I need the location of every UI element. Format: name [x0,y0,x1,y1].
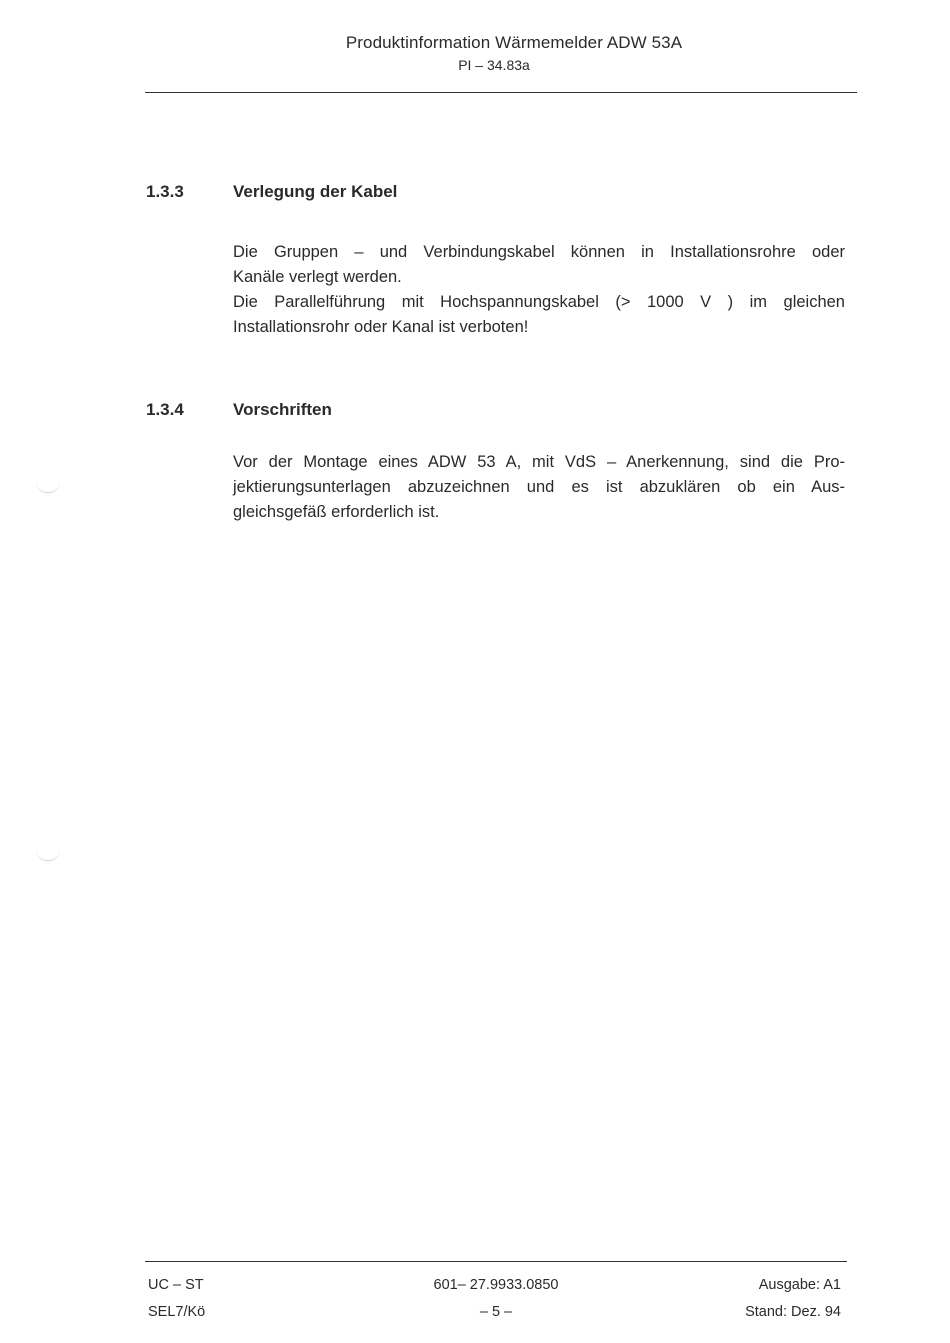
footer-divider [145,1261,847,1262]
paragraph-line: Die Parallelführung mit Hochspannungskabel (> 1000 V ) im gleichen [233,293,845,311]
paragraph-line: Kanäle verlegt werden. [233,268,402,286]
punch-hole-mark [36,482,60,493]
punch-hole-mark [36,850,60,861]
paragraph-line: jektierungsunterlagen abzuzeichnen und es ist abzuklären ob ein Aus- [233,478,845,496]
paragraph-line: Installationsrohr oder Kanal ist verboten! [233,318,529,336]
section-number: 1.3.3 [146,182,184,201]
footer-date: Stand: Dez. 94 [745,1304,841,1320]
section-paragraph [233,240,845,340]
footer-edition: Ausgabe: A1 [758,1277,841,1293]
paragraph-line: gleichsgefäß erforderlich ist. [233,503,440,521]
section-title: Verlegung der Kabel [233,182,398,201]
section-number: 1.3.4 [146,400,184,419]
footer-author: SEL7/Kö [148,1304,206,1320]
paragraph-line: Die Gruppen – und Verbindungskabel können in Installationsrohre oder [233,243,845,261]
paragraph-line: Vor der Montage eines ADW 53 A, mit VdS – Anerkennung, sind die Pro- [233,453,845,471]
section-title: Vorschriften [233,400,332,419]
page-number: – 5 – [479,1304,513,1320]
document-id: PI – 34.83a [458,57,530,73]
header-divider [145,92,857,93]
footer-document-number: 601– 27.9933.0850 [433,1277,559,1293]
document-title: Produktinformation Wärmemelder ADW 53A [345,33,683,52]
section-paragraph [233,450,845,525]
footer-department: UC – ST [148,1277,204,1293]
